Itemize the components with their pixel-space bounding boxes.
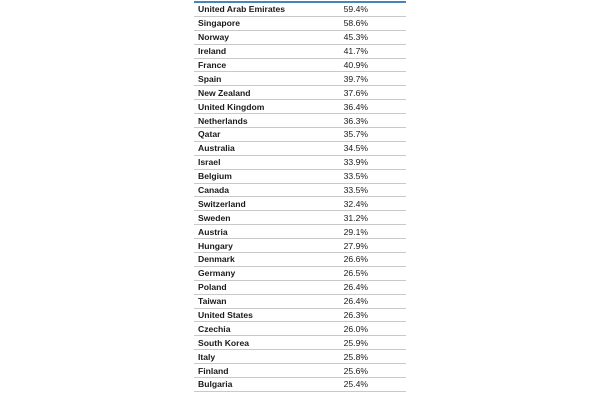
value-cell: 36.4% — [343, 101, 368, 112]
table-row — [194, 378, 406, 392]
value-cell: 45.3% — [343, 32, 368, 43]
country-cell: Switzerland — [198, 198, 246, 209]
value-cell: 58.6% — [343, 18, 368, 29]
country-cell: United States — [198, 310, 253, 321]
country-cell: Austria — [198, 226, 228, 237]
value-cell: 26.6% — [343, 254, 368, 265]
table-row — [194, 364, 406, 378]
country-cell: Taiwan — [198, 296, 227, 307]
value-cell: 40.9% — [343, 60, 368, 70]
table-row — [194, 267, 406, 281]
value-cell: 39.7% — [343, 73, 368, 84]
value-cell: 25.9% — [343, 337, 368, 348]
table-row — [194, 100, 406, 114]
table-row — [194, 114, 406, 128]
value-cell: 25.4% — [343, 379, 368, 390]
country-cell: Germany — [198, 268, 236, 279]
table-row — [194, 281, 406, 295]
value-cell: 29.1% — [343, 226, 368, 237]
table-row — [194, 197, 406, 211]
country-cell: Spain — [198, 73, 222, 84]
table-row — [194, 59, 406, 73]
table-row — [194, 3, 406, 17]
value-cell: 36.3% — [343, 115, 368, 126]
country-cell: United Kingdom — [198, 101, 265, 112]
country-cell: Bulgaria — [198, 379, 233, 390]
country-cell: Poland — [198, 282, 227, 293]
country-cell: Denmark — [198, 254, 235, 265]
value-cell: 41.7% — [343, 46, 368, 57]
value-cell: 37.6% — [343, 87, 368, 98]
country-cell: Italy — [198, 351, 216, 362]
table-row — [194, 184, 406, 198]
country-cell: France — [198, 60, 227, 70]
country-cell: Canada — [198, 185, 230, 196]
table-row — [194, 156, 406, 170]
value-cell: 26.0% — [343, 323, 368, 334]
table-row — [194, 86, 406, 100]
country-cell: Ireland — [198, 46, 227, 57]
table-row — [194, 309, 406, 323]
table-body — [194, 3, 406, 392]
country-cell: United Arab Emirates — [198, 4, 286, 15]
country-cell: Sweden — [198, 212, 231, 223]
table-row — [194, 239, 406, 253]
country-cell: Finland — [198, 365, 229, 376]
value-cell: 33.5% — [343, 171, 368, 182]
table-row — [194, 128, 406, 142]
country-cell: Israel — [198, 157, 221, 168]
value-cell: 26.4% — [343, 282, 368, 293]
table-row — [194, 336, 406, 350]
table-row — [194, 295, 406, 309]
country-cell: Australia — [198, 143, 235, 154]
value-cell: 59.4% — [343, 4, 368, 15]
table-row — [194, 350, 406, 364]
country-cell: Qatar — [198, 129, 221, 140]
value-cell: 32.4% — [343, 198, 368, 209]
value-cell: 25.6% — [343, 365, 368, 376]
table-row — [194, 322, 406, 336]
country-cell: Belgium — [198, 171, 232, 182]
value-cell: 26.3% — [343, 310, 368, 321]
country-cell: Czechia — [198, 323, 231, 334]
country-cell: Singapore — [198, 18, 241, 29]
table-row — [194, 31, 406, 45]
value-cell: 26.5% — [343, 268, 368, 279]
value-cell: 26.4% — [343, 296, 368, 307]
country-cell: South Korea — [198, 337, 250, 348]
country-cell: Norway — [198, 32, 230, 43]
table-row — [194, 142, 406, 156]
value-cell: 34.5% — [343, 143, 368, 154]
table-row-partial-cutoff — [194, 392, 406, 398]
table-row — [194, 170, 406, 184]
country-cell: Hungary — [198, 240, 233, 251]
table-row — [194, 72, 406, 86]
table-row — [194, 45, 406, 59]
table-row — [194, 211, 406, 225]
value-cell: 33.5% — [343, 185, 368, 196]
value-cell: 25.8% — [343, 351, 368, 362]
table-row — [194, 253, 406, 267]
country-cell: Netherlands — [198, 115, 248, 126]
country-cell: New Zealand — [198, 87, 251, 98]
value-cell: 31.2% — [343, 212, 368, 223]
value-cell: 27.9% — [343, 240, 368, 251]
data-table — [194, 0, 406, 398]
table-row — [194, 17, 406, 31]
table-row — [194, 225, 406, 239]
value-cell: 35.7% — [343, 129, 368, 140]
value-cell: 33.9% — [343, 157, 368, 168]
